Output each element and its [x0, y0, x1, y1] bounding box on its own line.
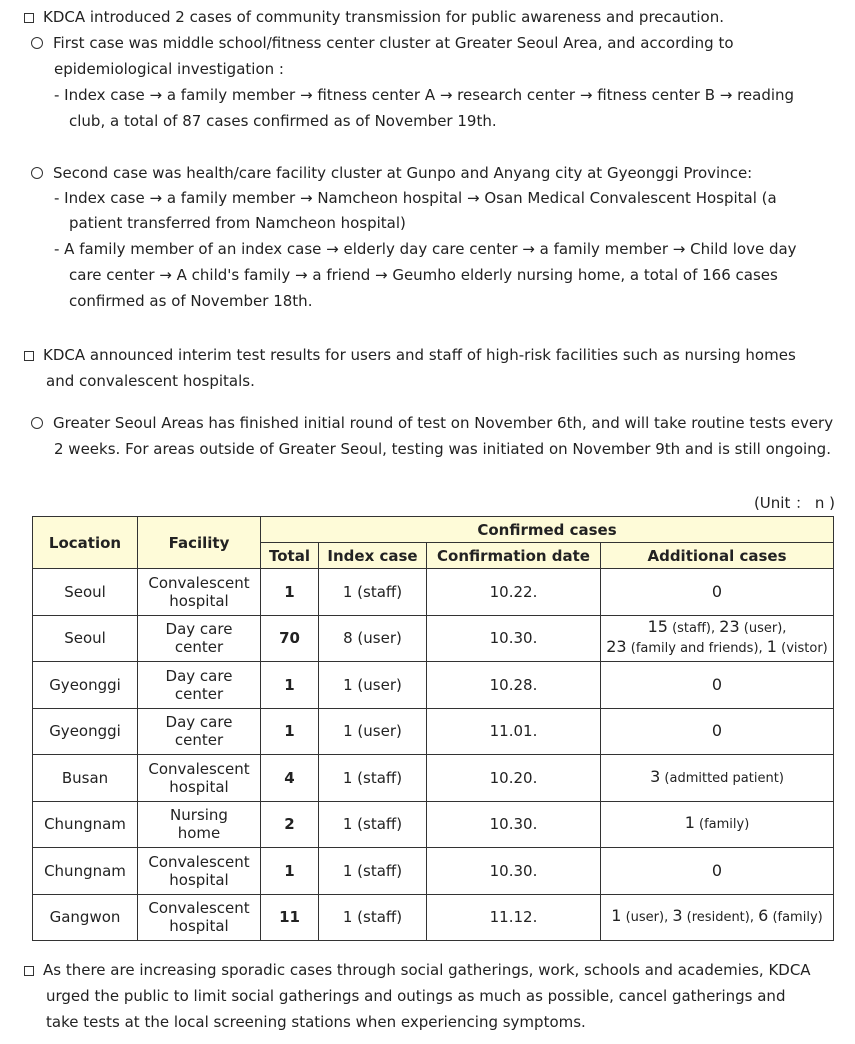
section2-heading [24, 342, 796, 368]
section3-line-1: As there are increasing sporadic cases through social gatherings, work, schools and academies, KDCA [43, 961, 811, 979]
case2-detail-b-2: care center → A child's family → a friend → Geumho elderly nursing home, a total of 166 cases [69, 266, 778, 284]
header-index-case: Index case [319, 543, 427, 569]
additional-part: (family) [694, 817, 750, 833]
cell-confirmation-date: 10.20. [427, 755, 601, 802]
section1-heading [24, 4, 724, 30]
cell-facility [138, 662, 261, 709]
circle-bullet-icon [31, 37, 43, 49]
additional-part: (family) [768, 910, 823, 926]
additional-part: 0 [711, 581, 723, 601]
additional-part: 3 [650, 766, 661, 786]
additional-line [605, 814, 829, 834]
case1-line-1: First case was middle school/fitness center cluster at Greater Seoul Area, and according to [53, 34, 734, 52]
facility-line: center [174, 684, 224, 703]
cell-location: Gangwon [33, 894, 138, 941]
cell-facility [138, 615, 261, 662]
checkbox-square-icon [24, 966, 34, 976]
cell-confirmation-date: 11.12. [427, 894, 601, 941]
cell-additional-cases [601, 755, 834, 802]
additional-part: (admitted patient) [660, 770, 784, 786]
cell-total: 1 [261, 662, 319, 709]
cell-facility [138, 708, 261, 755]
cell-index-case: 1 (staff) [319, 755, 427, 802]
facility-line: Convalescent [148, 573, 250, 592]
cell-index-case: 1 (staff) [319, 848, 427, 895]
cell-total: 4 [261, 755, 319, 802]
cell-location: Gyeonggi [33, 662, 138, 709]
facility-line: home [177, 824, 221, 843]
cell-additional-cases [601, 801, 834, 848]
cell-additional-cases [601, 894, 834, 941]
additional-part: (family and friends), [626, 641, 767, 657]
case1-detail-2: club, a total of 87 cases confirmed as of November 19th. [69, 112, 497, 130]
cell-additional-cases [601, 848, 834, 895]
facility-line: center [174, 638, 224, 657]
additional-part: 1 [611, 906, 622, 926]
additional-line [605, 676, 829, 694]
circle-bullet-icon [31, 417, 43, 429]
cell-confirmation-date: 10.30. [427, 615, 601, 662]
cell-location: Chungnam [33, 848, 138, 895]
additional-part: (vistor) [776, 641, 828, 657]
cell-location: Gyeonggi [33, 708, 138, 755]
section3-line-2: urged the public to limit social gatherings and outings as much as possible, cancel gatherings and [46, 987, 786, 1005]
section2-line-1: KDCA announced interim test results for users and staff of high-risk facilities such as nursing homes [43, 346, 796, 364]
facility-line: hospital [169, 917, 229, 936]
additional-part: 23 [719, 617, 740, 637]
facility-line: hospital [169, 777, 229, 796]
table-row [33, 708, 834, 755]
additional-line [605, 768, 829, 788]
cell-confirmation-date: 10.22. [427, 569, 601, 616]
circle-bullet-icon [31, 167, 43, 179]
facility-line: Day care [165, 713, 233, 732]
case1-bullet [31, 30, 734, 56]
cell-additional-cases [601, 708, 834, 755]
facility-line: Convalescent [148, 759, 250, 778]
case1-detail-1: - Index case → a family member → fitness center A → research center → fitness center B → reading [54, 86, 795, 104]
cell-facility [138, 848, 261, 895]
section3-heading [24, 957, 811, 983]
cell-location: Busan [33, 755, 138, 802]
cell-total: 1 [261, 848, 319, 895]
header-facility: Facility [138, 517, 261, 569]
additional-line [605, 862, 829, 880]
case2-detail-a-2: patient transferred from Namcheon hospital) [69, 214, 406, 232]
cell-confirmation-date: 10.30. [427, 801, 601, 848]
cell-index-case: 1 (staff) [319, 801, 427, 848]
section1-text: KDCA introduced 2 cases of community transmission for public awareness and precaution. [43, 8, 724, 26]
facility-line: hospital [169, 870, 229, 889]
table-row [33, 894, 834, 941]
cell-index-case: 8 (user) [319, 615, 427, 662]
cell-facility [138, 755, 261, 802]
additional-part: 1 [684, 813, 695, 833]
cell-facility [138, 801, 261, 848]
header-confirmed-cases: Confirmed cases [261, 517, 834, 543]
section2-sub-line-1: Greater Seoul Areas has finished initial round of test on November 6th, and will take routine tests every [53, 414, 834, 432]
case2-detail-b-3: confirmed as of November 18th. [69, 292, 313, 310]
cell-total: 1 [261, 569, 319, 616]
additional-part: (user), [739, 621, 787, 637]
section2-sub-bullet [31, 410, 833, 436]
checkbox-square-icon [24, 13, 34, 23]
additional-part: 3 [672, 906, 683, 926]
header-additional-cases: Additional cases [601, 543, 834, 569]
cell-additional-cases [601, 662, 834, 709]
facility-line: Convalescent [148, 899, 250, 918]
additional-part: 0 [711, 860, 723, 880]
cell-total: 1 [261, 708, 319, 755]
additional-part: (staff), [667, 621, 720, 637]
cell-facility [138, 894, 261, 941]
cell-location: Seoul [33, 569, 138, 616]
section2-line-2: and convalescent hospitals. [46, 372, 255, 390]
cell-total: 11 [261, 894, 319, 941]
table-row [33, 569, 834, 616]
additional-line [605, 618, 829, 638]
table-body [33, 569, 834, 941]
additional-part: 0 [711, 674, 723, 694]
additional-line [605, 722, 829, 740]
case1-line-2: epidemiological investigation : [54, 60, 284, 78]
additional-part: 15 [647, 617, 668, 637]
table-row [33, 801, 834, 848]
cell-confirmation-date: 10.28. [427, 662, 601, 709]
case2-detail-a-1: - Index case → a family member → Namcheon hospital → Osan Medical Convalescent Hospital (a [54, 189, 777, 207]
header-total: Total [261, 543, 319, 569]
case2-line: Second case was health/care facility cluster at Gunpo and Anyang city at Gyeonggi Province: [53, 164, 753, 182]
checkbox-square-icon [24, 351, 34, 361]
facility-line: center [174, 731, 224, 750]
additional-line [605, 583, 829, 601]
confirmed-cases-table [32, 516, 834, 941]
additional-part: 0 [711, 721, 723, 741]
section2-sub-line-2: 2 weeks. For areas outside of Greater Seoul, testing was initiated on November 9th and is still ongoing. [54, 440, 831, 458]
cell-index-case: 1 (user) [319, 708, 427, 755]
additional-part: 1 [766, 637, 777, 657]
case2-detail-b-1: - A family member of an index case → elderly day care center → a family member → Child love day [54, 240, 797, 258]
facility-line: Convalescent [148, 852, 250, 871]
additional-line [605, 638, 829, 658]
cell-index-case: 1 (staff) [319, 894, 427, 941]
cell-total: 2 [261, 801, 319, 848]
facility-line: Nursing [170, 806, 228, 825]
facility-line: Day care [165, 620, 233, 639]
additional-part: 23 [606, 637, 627, 657]
cell-facility [138, 569, 261, 616]
table-row [33, 662, 834, 709]
header-confirmation-date: Confirmation date [427, 543, 601, 569]
table-row [33, 848, 834, 895]
cell-additional-cases [601, 569, 834, 616]
section3-line-3: take tests at the local screening stations when experiencing symptoms. [46, 1013, 586, 1031]
cell-total: 70 [261, 615, 319, 662]
case2-bullet [31, 160, 752, 186]
facility-line: hospital [169, 591, 229, 610]
cell-location: Chungnam [33, 801, 138, 848]
additional-part: 6 [758, 906, 769, 926]
cell-index-case: 1 (staff) [319, 569, 427, 616]
cell-location: Seoul [33, 615, 138, 662]
cell-confirmation-date: 10.30. [427, 848, 601, 895]
cell-confirmation-date: 11.01. [427, 708, 601, 755]
cell-additional-cases [601, 615, 834, 662]
table-row [33, 615, 834, 662]
header-location: Location [33, 517, 138, 569]
facility-line: Day care [165, 666, 233, 685]
unit-label: (Unit ： n ) [753, 494, 835, 512]
table-row [33, 755, 834, 802]
additional-part: (resident), [682, 910, 759, 926]
additional-line [605, 907, 829, 927]
cell-index-case: 1 (user) [319, 662, 427, 709]
additional-part: (user), [621, 910, 673, 926]
